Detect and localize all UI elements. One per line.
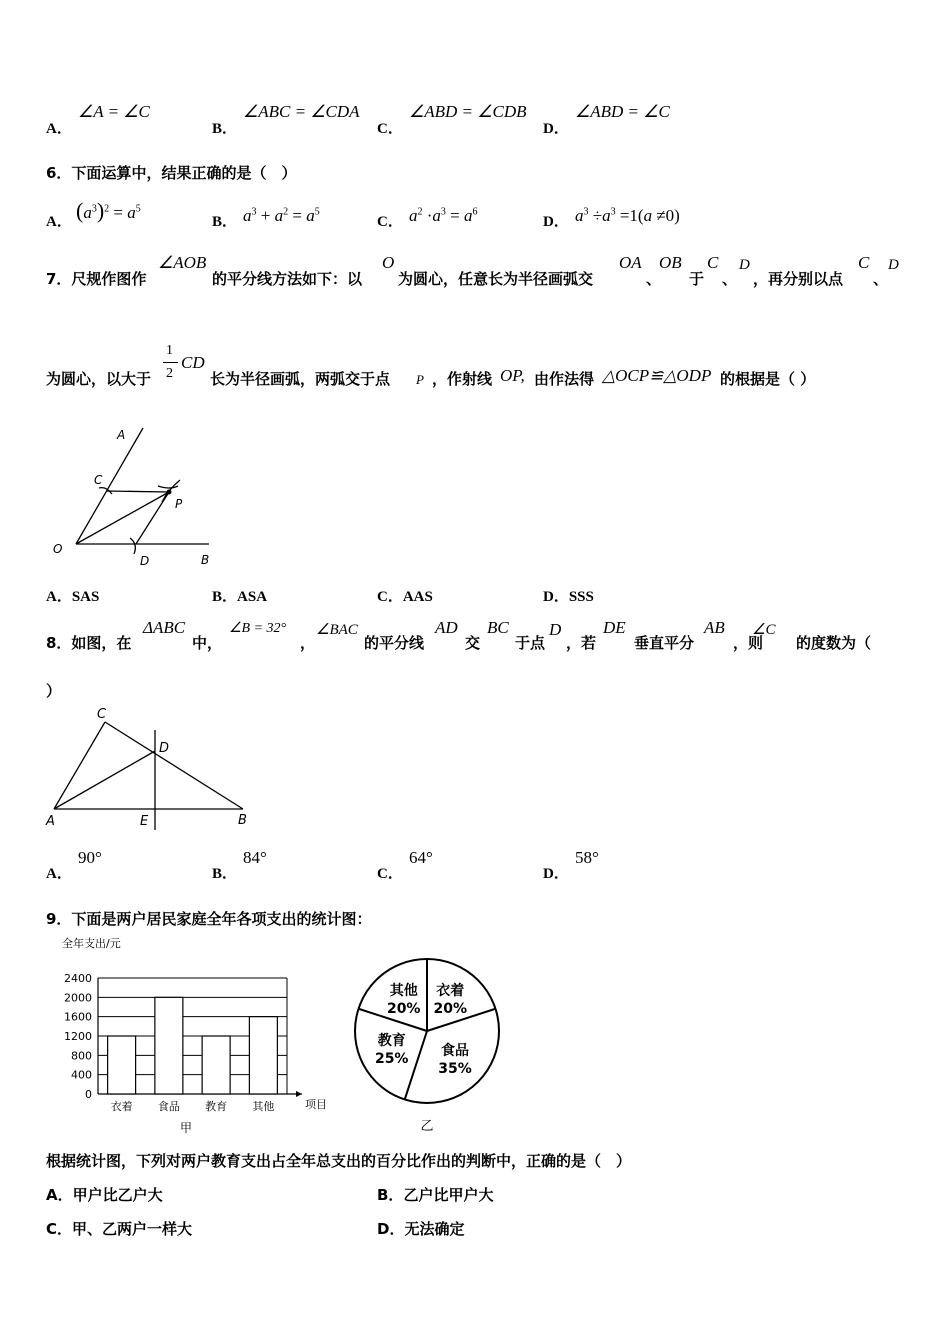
q7-text: 的平分线方法如下：以	[212, 270, 363, 288]
q8-option-d-label: D．	[543, 866, 569, 882]
q7-math: D	[739, 257, 750, 273]
segment-ad	[54, 751, 155, 809]
q8-text: ，则	[733, 634, 764, 652]
q8-option-b-label: B．	[212, 866, 238, 882]
pie-slice-name: 其他	[389, 982, 418, 999]
q8-math: ΔABC	[143, 618, 186, 637]
q8-math: AB	[704, 618, 725, 637]
label-c: C	[94, 473, 103, 487]
q5-option-a-expr: ∠A = ∠C	[78, 102, 150, 121]
y-tick-label: 2000	[64, 991, 92, 1005]
q8-option-b-text: 84°	[243, 848, 267, 867]
q7-fraction-num: 1	[166, 343, 173, 358]
q7-text: 、	[722, 270, 738, 288]
q6-option-d-label: D．	[543, 214, 569, 230]
q8-option-d-text: 58°	[575, 848, 599, 867]
q9-option-b: B．乙户比甲户大	[377, 1186, 494, 1204]
q7-option-a: A．SAS	[46, 589, 100, 605]
q9-option-a: A．甲户比乙户大	[46, 1186, 163, 1204]
y-tick-label: 400	[71, 1068, 92, 1082]
arc-d	[130, 538, 135, 554]
q8-math: ∠BAC	[316, 622, 358, 638]
segment-cp	[107, 491, 169, 492]
q6-option-c-label: C．	[377, 214, 403, 230]
segment-dp	[136, 492, 169, 544]
q8-text: 交	[465, 634, 481, 652]
pie-chart-yi	[345, 950, 515, 1140]
label-d: D	[140, 554, 150, 568]
label-a: A	[117, 428, 126, 442]
y-tick-label: 2400	[64, 972, 92, 985]
q8-option-a-text: 90°	[78, 848, 102, 867]
label-o: O	[53, 542, 63, 556]
label-b: B	[238, 813, 247, 828]
q8-math: DE	[603, 618, 626, 637]
q8-text: 的度数为（	[796, 634, 872, 652]
label-e: E	[140, 814, 149, 829]
ray-oa	[76, 428, 143, 544]
q7-text: ，作射线	[432, 370, 493, 388]
x-axis-arrow	[296, 1091, 302, 1097]
q8-math: ∠C	[752, 622, 776, 638]
q8-text: ，若	[566, 634, 597, 652]
q7-fraction-den: 2	[166, 366, 173, 381]
q8-text: 中，	[192, 634, 223, 652]
label-d: D	[159, 741, 170, 756]
q9-option-d: D．无法确定	[377, 1220, 465, 1238]
bar-chart-bars	[108, 997, 278, 1094]
segment-ac	[54, 722, 105, 809]
q6-option-a-expr: $(a^3)^2 = a^5$	[76, 198, 141, 223]
bar-chart-yticks	[64, 972, 92, 1101]
q8-math: AD	[435, 618, 458, 637]
q8-figure	[44, 706, 259, 836]
bar	[249, 1017, 277, 1094]
q7-math: D	[888, 257, 899, 273]
q6-option-b-label: B．	[212, 214, 238, 230]
pie-slice-percent: 35%	[438, 1061, 472, 1078]
q7-math: O	[382, 253, 395, 272]
q7-math: OA	[619, 253, 642, 272]
q6-option-d-expr: $a^3 \div a^3 =1(a \ne 0)$	[575, 206, 680, 225]
q8-text: ）	[46, 682, 62, 700]
q7-math: OP,	[500, 366, 525, 385]
q8-text: 于点	[515, 634, 546, 652]
q7-option-c: C．AAS	[377, 589, 433, 605]
q7-text: ，再分别以点	[753, 270, 844, 288]
q7-text: 为圆心，任意长为半径画弧交	[398, 270, 594, 288]
pie-slice-name: 食品	[441, 1043, 470, 1060]
y-tick-label: 0	[85, 1088, 92, 1101]
q6-stem: 6．下面运算中，结果正确的是（ ）	[46, 164, 297, 182]
category-label: 其他	[252, 1100, 275, 1113]
bar-chart-xlabel: 项目	[305, 1098, 327, 1111]
bar-chart-jia	[44, 930, 334, 1140]
q7-text: 为圆心，以大于	[46, 370, 152, 388]
q5-option-d-label: D．	[543, 121, 569, 137]
label-p: P	[175, 497, 183, 511]
q7-figure	[44, 420, 224, 570]
q7-text: 于	[689, 270, 705, 288]
pie-slice-name: 教育	[377, 1032, 406, 1049]
pie-slice-percent: 25%	[374, 1050, 409, 1067]
label-a: A	[46, 814, 55, 829]
q7-math: OB	[659, 253, 682, 272]
q7-option-b: B．ASA	[212, 589, 268, 605]
q8-text: 垂直平分	[634, 634, 695, 652]
q7-text: 由作法得	[534, 370, 595, 388]
arc-p1	[158, 486, 178, 488]
pie-slice-percent: 20%	[386, 1000, 421, 1017]
q7-text: 的根据是（ ）	[720, 370, 816, 388]
y-tick-label: 1600	[64, 1010, 92, 1024]
q8-option-a-label: A．	[46, 866, 72, 882]
pie-chart-title: 乙	[420, 1119, 434, 1134]
ray-op	[76, 492, 169, 544]
pie-chart-slices	[355, 959, 499, 1103]
q7-math: P	[416, 372, 424, 387]
category-label: 食品	[157, 1100, 180, 1113]
q8-option-c-label: C．	[377, 866, 403, 882]
point-p	[167, 490, 172, 495]
q8-math: ∠B = 32°	[229, 621, 287, 636]
q6-option-c-expr: $a^2 \cdot a^3 = a^6$	[409, 206, 478, 225]
q8-math: D	[549, 620, 562, 639]
q7-text: 7．尺规作图作	[46, 270, 147, 288]
q7-math: ∠AOB	[158, 253, 207, 272]
q5-option-c-expr: ∠ABD = ∠CDB	[409, 102, 527, 121]
q8-text: 的平分线	[364, 634, 425, 652]
bar	[155, 997, 183, 1094]
q7-math: CD	[181, 353, 205, 372]
q7-math: C	[707, 253, 719, 272]
category-label: 衣着	[110, 1100, 133, 1113]
q7-math: C	[858, 253, 870, 272]
bar-chart-ylabel: 全年支出/元	[62, 937, 121, 950]
q8-math: BC	[487, 618, 509, 637]
y-tick-label: 800	[71, 1049, 92, 1063]
q7-math: △OCP≌△ODP	[602, 366, 712, 385]
q5-option-a-label: A．	[46, 121, 72, 137]
q7-text: 长为半径画弧，两弧交于点	[210, 370, 391, 388]
q7-text: 、	[646, 270, 662, 288]
label-b: B	[201, 553, 210, 567]
q7-fraction-bar	[163, 362, 178, 363]
q5-option-c-label: C．	[377, 121, 403, 137]
segment-cb	[105, 722, 243, 809]
q9-stem: 9．下面是两户居民家庭全年各项支出的统计图：	[46, 910, 372, 928]
q8-option-c-text: 64°	[409, 848, 433, 867]
category-label: 教育	[205, 1100, 228, 1113]
q8-text: 8．如图，在	[46, 634, 132, 652]
pie-slice-percent: 20%	[433, 1000, 468, 1017]
bar	[108, 1036, 136, 1094]
label-c: C	[97, 707, 107, 722]
q5-option-d-expr: ∠ABD = ∠C	[575, 102, 670, 121]
y-tick-label: 1200	[64, 1030, 92, 1043]
q5-option-b-label: B．	[212, 121, 238, 137]
q7-option-d: D．SSS	[543, 589, 594, 605]
q5-option-b-expr: ∠ABC = ∠CDA	[243, 102, 360, 121]
q8-text: ，	[300, 634, 316, 652]
q9-question: 根据统计图，下列对两户教育支出占全年总支出的百分比作出的判断中，正确的是（ ）	[46, 1152, 632, 1170]
bar	[202, 1036, 230, 1094]
q9-option-c: C．甲、乙两户一样大	[46, 1220, 193, 1238]
q6-option-b-expr: $a^3 + a^2 = a^5$	[243, 206, 320, 225]
q6-option-a-label: A．	[46, 214, 72, 230]
bar-chart-title: 甲	[179, 1121, 193, 1135]
bar-chart-categories	[111, 1099, 275, 1113]
q7-text: 、	[873, 270, 889, 288]
pie-slice-name: 衣着	[436, 982, 465, 999]
